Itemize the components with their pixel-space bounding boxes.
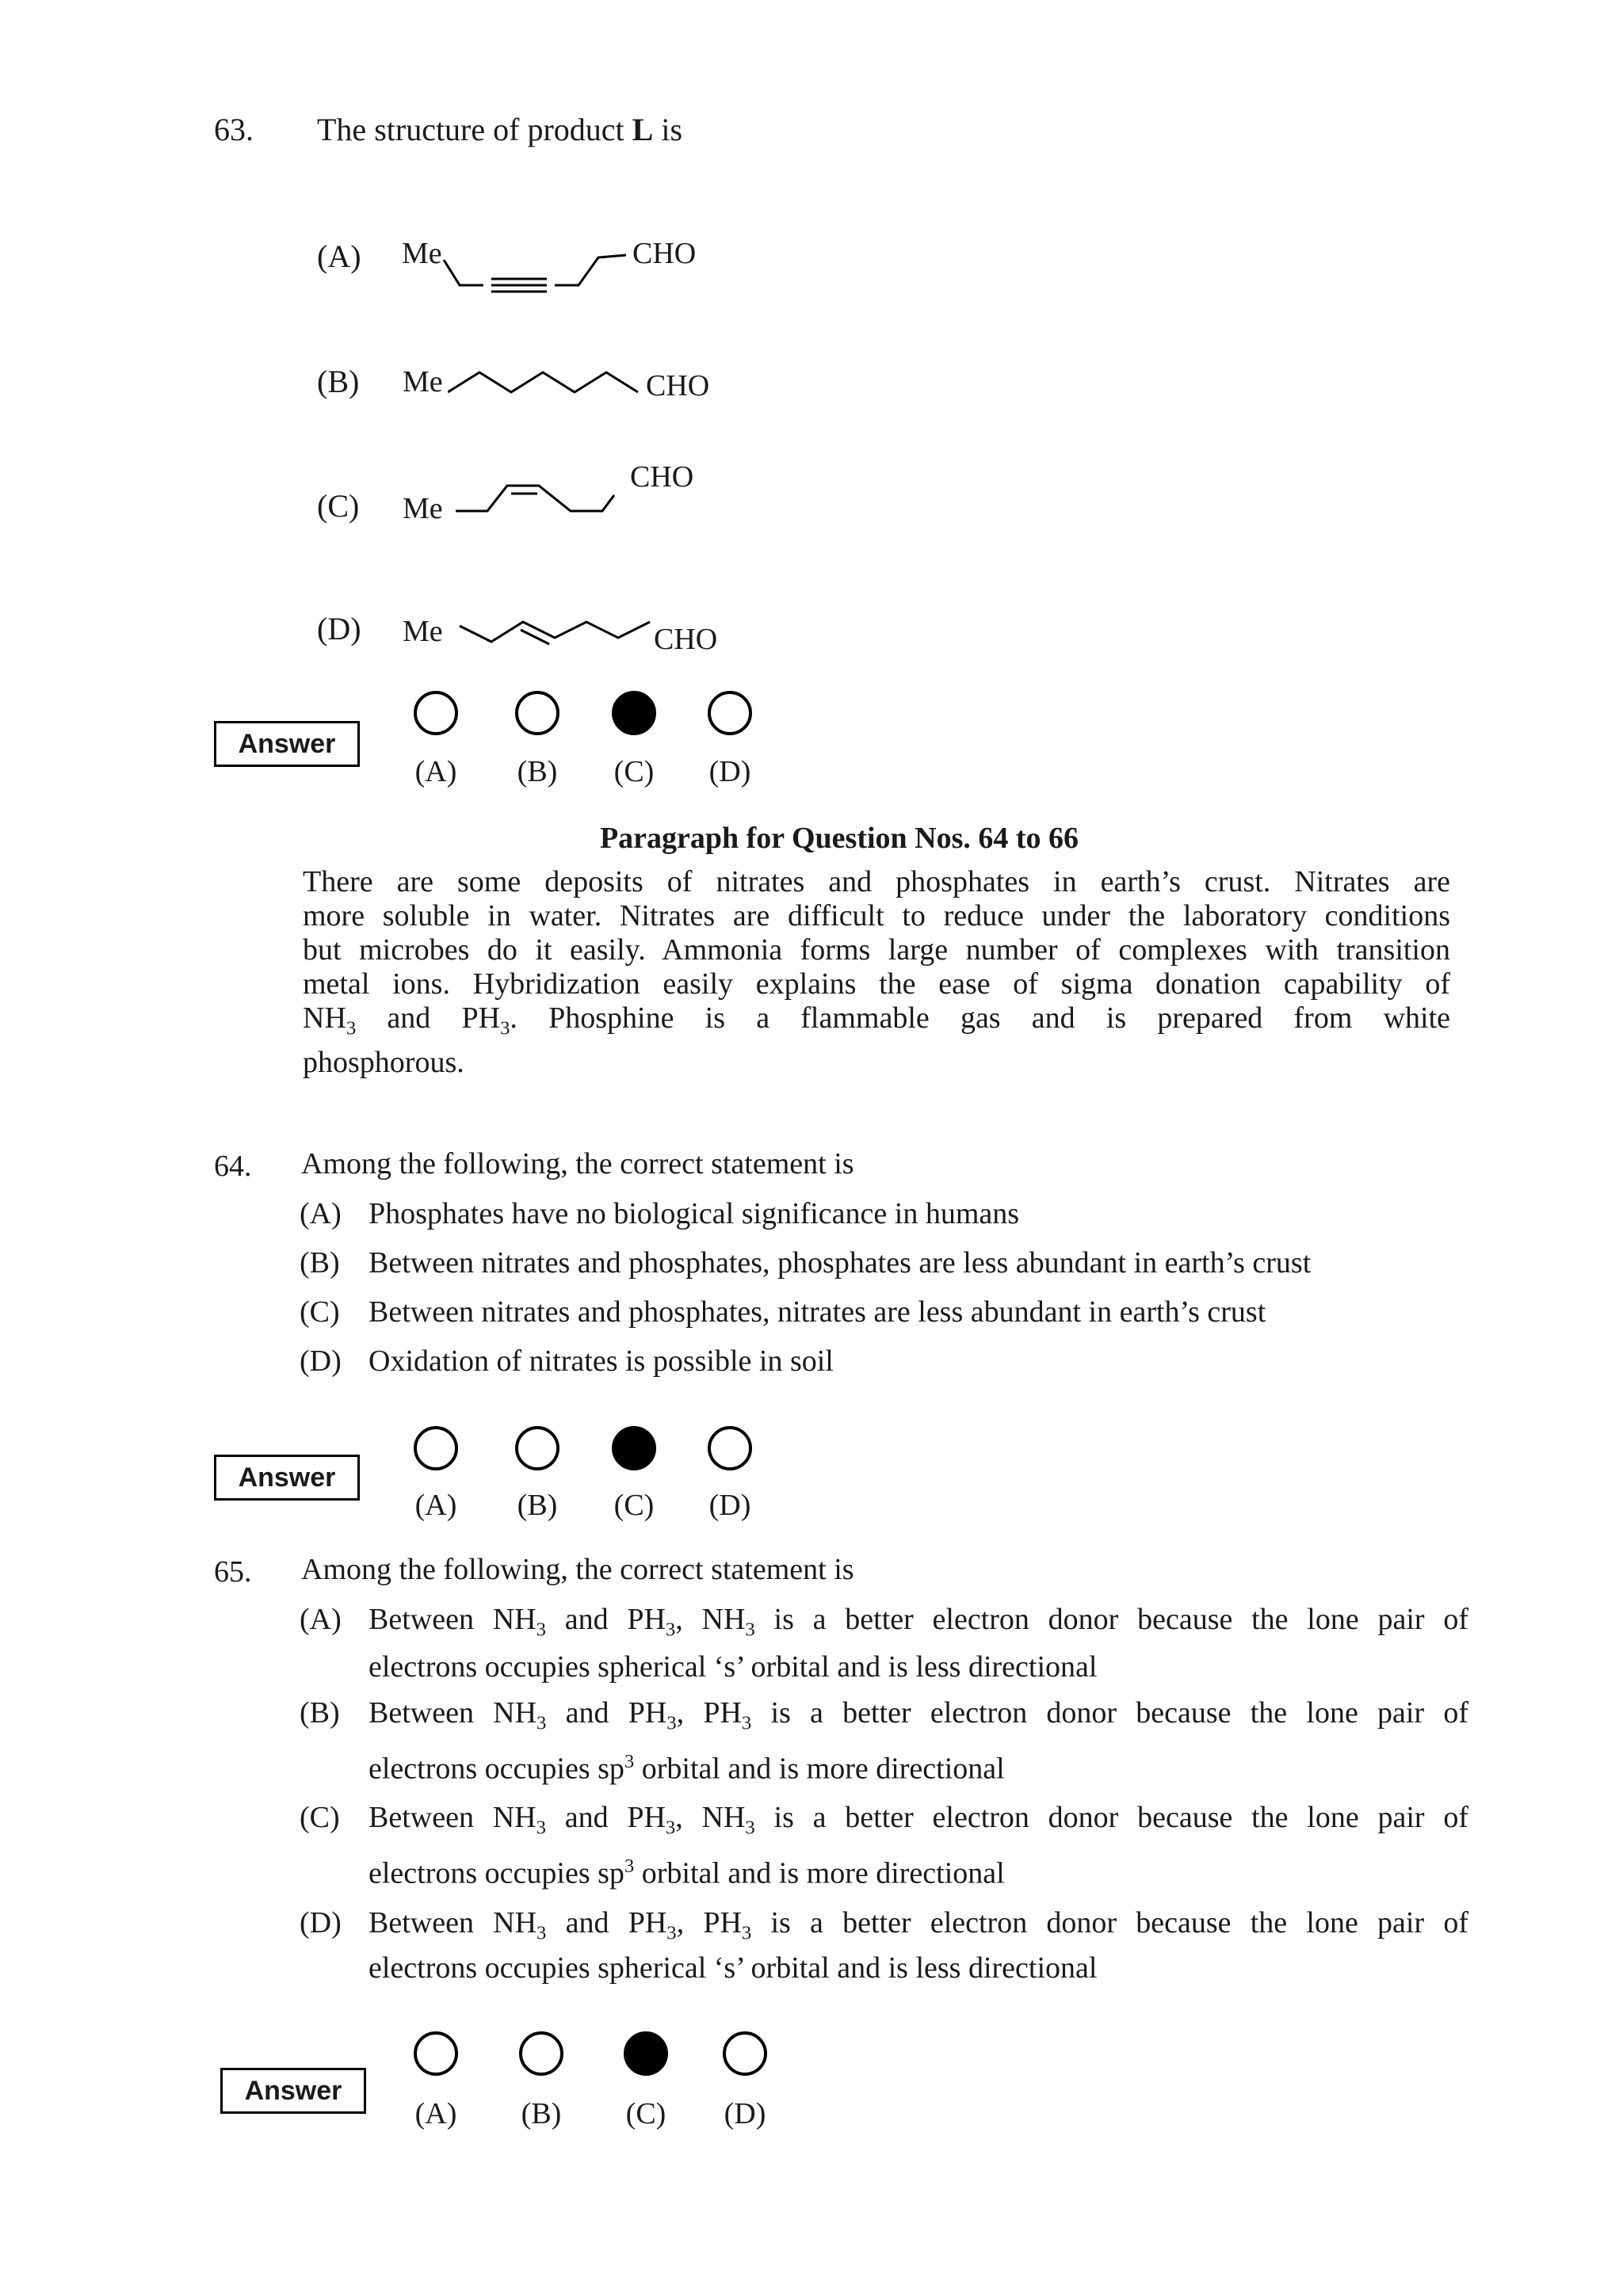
paragraph-line-5-a: NH — [303, 1001, 346, 1035]
q64-option-c-label: (C) — [300, 1295, 340, 1329]
q65-option-c-line-2 — [369, 1844, 1005, 1897]
q63-bubble-a[interactable] — [414, 691, 458, 735]
q64-number: 64. — [214, 1150, 252, 1183]
q65-option-d-line-2 — [369, 1945, 1097, 1991]
q65-option-b-line-2 — [369, 1739, 1005, 1792]
q64-bubble-d[interactable] — [708, 1426, 752, 1470]
q65-option-d-l2a: electrons occupies spherical ‘s’ orbital and is less directional — [369, 1951, 1098, 1985]
q63-option-b-structure — [448, 360, 654, 408]
q63-option-a-me: Me — [402, 237, 442, 270]
q64-bubble-label-b: (B) — [517, 1489, 558, 1522]
paragraph-line-5-c: and PH — [356, 1001, 501, 1035]
q63-option-c-label: (C) — [317, 488, 360, 524]
q65-option-d-l1a: Between NH — [369, 1906, 537, 1939]
q63-bubble-c[interactable] — [612, 691, 656, 735]
q63-answer-label: Answer — [214, 721, 360, 767]
q63-bubble-label-d: (D) — [708, 755, 751, 788]
q65-option-b-line-1 — [369, 1690, 1468, 1747]
q63-option-d-structure — [456, 606, 662, 654]
paragraph-line-5-d: 3 — [500, 1017, 510, 1039]
q65-option-d-l1c: and PH — [546, 1906, 667, 1939]
q64-option-a-label: (A) — [300, 1197, 342, 1230]
q64-option-b-label: (B) — [300, 1246, 340, 1280]
q65-option-c-l1e: , NH — [675, 1801, 746, 1834]
q63-number: 63. — [214, 112, 254, 147]
paragraph-line-5 — [303, 1001, 1450, 1046]
paragraph-line-5-b: 3 — [346, 1017, 357, 1039]
q64-bubble-label-d: (D) — [708, 1489, 751, 1522]
q63-stem-bold: L — [632, 112, 654, 147]
q65-option-c-l1d: 3 — [665, 1817, 676, 1839]
q65-bubble-label-c: (C) — [625, 2097, 666, 2130]
q65-option-a-l1e: , NH — [675, 1603, 746, 1636]
q64-option-b-text: Between nitrates and phosphates, phosphates are less abundant in earth’s crust — [369, 1246, 1312, 1280]
q63-option-a-label: (A) — [317, 238, 361, 274]
q65-option-a-l1a: Between NH — [369, 1603, 537, 1636]
q64-option-c-text: Between nitrates and phosphates, nitrates are less abundant in earth’s crust — [369, 1295, 1266, 1329]
q63-option-d-cho: CHO — [654, 623, 718, 656]
q65-answer-label: Answer — [220, 2068, 366, 2114]
q63-bubble-label-a: (A) — [414, 755, 457, 788]
q63-option-d-label: (D) — [317, 611, 361, 646]
q65-option-b-label: (B) — [300, 1696, 340, 1730]
q65-option-b-l1c: and PH — [546, 1696, 667, 1730]
q65-option-b-l1f: 3 — [741, 1712, 752, 1734]
q65-bubble-label-a: (A) — [414, 2097, 457, 2130]
q65-bubble-d[interactable] — [723, 2031, 767, 2076]
q65-option-d-l1e: , PH — [676, 1906, 742, 1939]
q65-option-d-l1g: is a better electron donor because the lone pair of — [751, 1906, 1468, 1939]
q64-option-d-text: Oxidation of nitrates is possible in soil — [369, 1344, 834, 1378]
q65-option-c-label: (C) — [300, 1801, 340, 1834]
q63-option-c-structure — [452, 471, 626, 535]
q65-option-a-label: (A) — [300, 1603, 342, 1636]
q65-option-d-l1d: 3 — [666, 1922, 677, 1944]
paragraph-body — [303, 865, 1450, 1080]
q63-option-b-me: Me — [403, 365, 443, 399]
q63-option-c-me: Me — [403, 492, 443, 525]
q64-bubble-b[interactable] — [515, 1426, 559, 1470]
q63-option-c-cho: CHO — [630, 460, 694, 494]
q64-bubble-a[interactable] — [414, 1426, 458, 1470]
q64-option-a-text: Phosphates have no biological significance in humans — [369, 1197, 1020, 1230]
paragraph-line-3: but microbes do it easily. Ammonia forms large number of complexes with transition — [303, 933, 1450, 967]
q65-option-a-line-2 — [369, 1644, 1097, 1690]
paragraph-line-5-e: . Phosphine is a flammable gas and is prepared from white — [510, 1001, 1450, 1035]
q63-bubble-label-b: (B) — [517, 755, 558, 788]
q65-option-c-l2b: 3 — [624, 1855, 635, 1877]
q65-option-a-l1d: 3 — [665, 1619, 676, 1641]
q65-option-b-l1b: 3 — [537, 1712, 547, 1734]
q65-option-b-l1d: 3 — [666, 1712, 677, 1734]
q64-bubble-label-a: (A) — [414, 1489, 457, 1522]
q65-option-c-l1f: 3 — [745, 1817, 755, 1839]
q63-bubble-label-c: (C) — [613, 755, 655, 788]
q65-bubble-b[interactable] — [519, 2031, 563, 2076]
q65-option-b-l2b: 3 — [624, 1751, 635, 1772]
q63-option-a-structure — [428, 238, 634, 301]
q64-bubble-label-c: (C) — [613, 1489, 655, 1522]
q65-option-c-line-1 — [369, 1794, 1468, 1852]
paragraph-line-1: There are some deposits of nitrates and phosphates in earth’s crust. Nitrates are — [303, 865, 1450, 898]
q65-option-d-l1f: 3 — [741, 1922, 752, 1944]
q65-option-c-l2a: electrons occupies sp — [369, 1856, 624, 1890]
q65-bubble-c[interactable] — [624, 2031, 668, 2076]
q65-number: 65. — [214, 1555, 252, 1589]
q63-option-b-label: (B) — [317, 364, 360, 399]
q65-option-b-l1e: , PH — [676, 1696, 742, 1730]
q65-option-b-l1a: Between NH — [369, 1696, 537, 1730]
q65-option-a-l2a: electrons occupies spherical ‘s’ orbital and is less directional — [369, 1650, 1098, 1684]
q63-bubble-b[interactable] — [515, 691, 559, 735]
q63-stem-suffix: is — [653, 112, 683, 147]
q63-stem-prefix: The structure of product — [317, 112, 632, 147]
q65-option-c-l1c: and PH — [545, 1801, 666, 1834]
q65-option-a-l1c: and PH — [545, 1603, 666, 1636]
q65-option-a-l1f: 3 — [745, 1619, 755, 1641]
q65-option-b-l2a: electrons occupies sp — [369, 1752, 624, 1786]
q65-option-c-l2c: orbital and is more directional — [634, 1856, 1005, 1890]
q65-option-d-l1b: 3 — [537, 1922, 547, 1944]
q64-answer-label: Answer — [214, 1455, 360, 1501]
q65-option-b-l1g: is a better electron donor because the lone pair of — [751, 1696, 1468, 1730]
q63-stem — [317, 111, 682, 148]
q65-option-d-label: (D) — [300, 1906, 342, 1939]
paragraph-line-6: phosphorous. — [303, 1045, 464, 1079]
paragraph-line-2: more soluble in water. Nitrates are difficult to reduce under the laboratory conditions — [303, 899, 1450, 933]
paragraph-line-4: metal ions. Hybridization easily explains the ease of sigma donation capability of — [303, 967, 1450, 1001]
q64-bubble-c[interactable] — [612, 1426, 656, 1470]
q65-option-c-l1g: is a better electron donor because the lone pair of — [754, 1801, 1468, 1834]
q65-bubble-a[interactable] — [414, 2031, 458, 2076]
q65-bubble-label-b: (B) — [521, 2097, 562, 2130]
q65-option-c-l1b: 3 — [536, 1817, 546, 1839]
q63-bubble-d[interactable] — [708, 691, 752, 735]
q63-option-b-cho: CHO — [646, 369, 710, 402]
q64-option-d-label: (D) — [300, 1344, 342, 1378]
q64-stem: Among the following, the correct statement is — [301, 1147, 854, 1180]
q65-option-a-l1g: is a better electron donor because the lone pair of — [754, 1603, 1468, 1636]
q65-option-c-l1a: Between NH — [369, 1801, 537, 1834]
q65-bubble-label-d: (D) — [724, 2097, 766, 2130]
q65-stem: Among the following, the correct statement is — [301, 1553, 854, 1586]
q63-option-d-me: Me — [403, 615, 443, 648]
q65-option-a-l1b: 3 — [536, 1619, 546, 1641]
q63-option-a-cho: CHO — [632, 237, 697, 270]
q65-option-b-l2c: orbital and is more directional — [634, 1752, 1005, 1786]
paragraph-title: Paragraph for Question Nos. 64 to 66 — [599, 822, 1079, 855]
